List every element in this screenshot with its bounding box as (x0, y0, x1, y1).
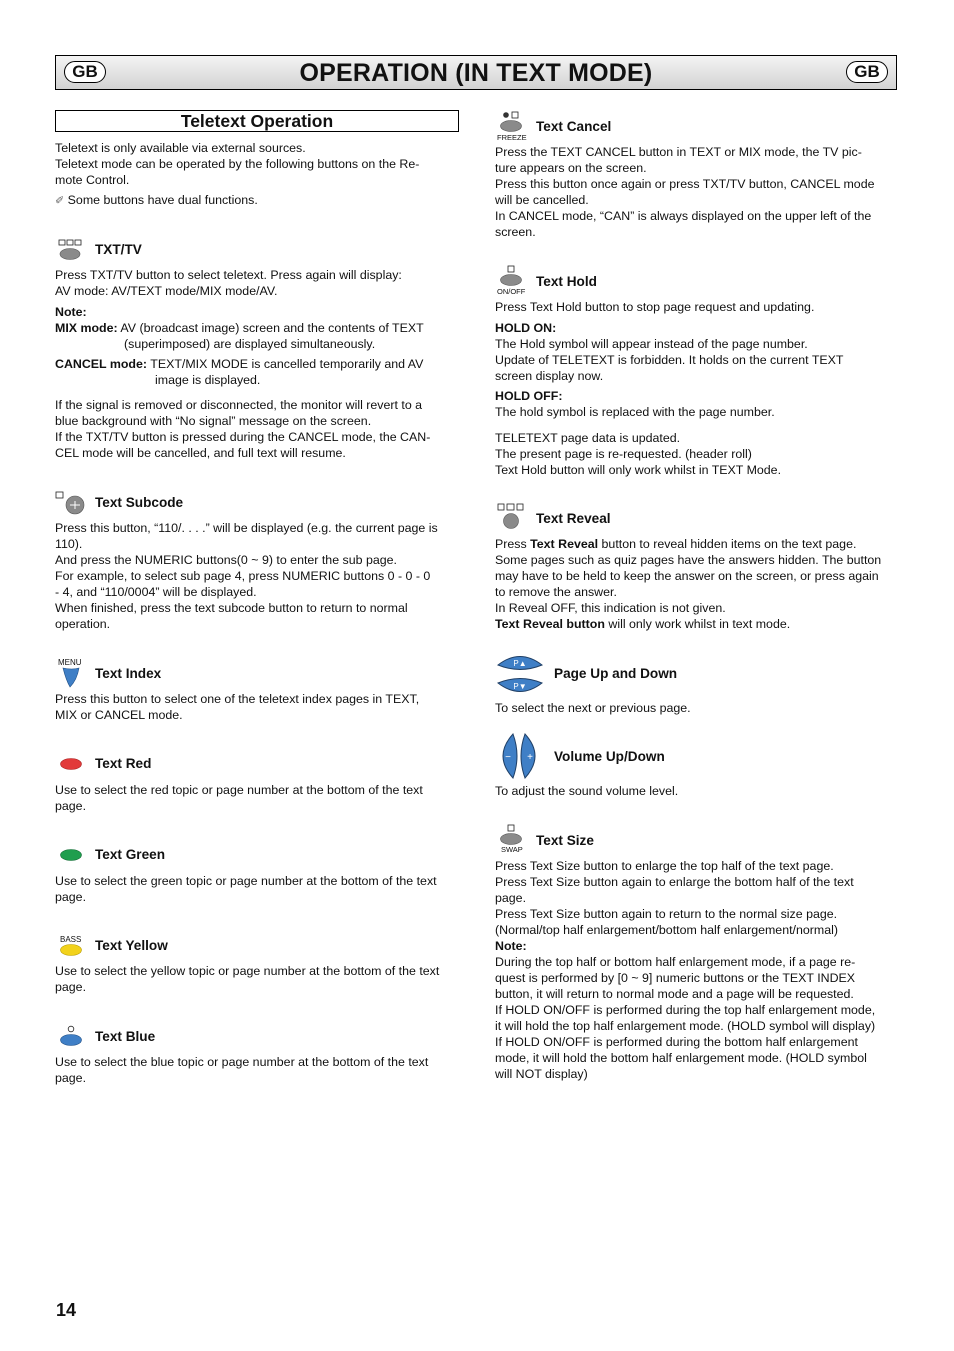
size-title: Text Size (536, 833, 594, 848)
blue-button-icon (59, 1025, 83, 1047)
volume-minus-label: − (505, 752, 511, 763)
page-header (55, 55, 897, 90)
index-icon-label: MENU (58, 658, 82, 667)
txt-tv-text: Press TXT/TV button to select teletext. Press again will display: AV mode: AV/TEXT mode/MIX mode/AV. (55, 268, 402, 298)
txt-tv-note: Note: MIX mode: AV (broadcast image) screen and the contents of TEXT (55, 305, 424, 335)
page-up-label: P▲ (513, 659, 527, 668)
language-badge-right: GB (846, 61, 888, 83)
yellow-icon-label: BASS (60, 935, 82, 944)
reveal-text: Press Text Reveal button to reveal hidden items on the text page. Some pages such as quiz pages have the answers hidden. The button may have to be held to keep the answer on the screen, or press again to remove the answer. In Reveal OFF, this indication is not given. Text Reveal button will only work whilst in text mode. (495, 537, 882, 631)
size-text: Press Text Size button to enlarge the top half of the text page. Press Text Size button again to enlarge the bottom half of the text page. Press Text Size button again to return to the normal size page. (Normal/top half enlargement/bottom half enlargement/normal) Note: During the top half or bottom half enlargement mode, if a page re- quest is performed by [0 ~ 9] numeric buttons or the TEXT INDEX button, it will return to normal mode and a page will be requested. If HOLD ON/OFF is performed during the top half enlargement mode, it will hold the top half enlargement mode. (HOLD symbol will display) If HOLD ON/OFF is performed during the bottom half enlargement mode, it will hold the bottom half enlargement mode. (HOLD symbol will NOT display) (495, 859, 876, 1081)
cancel-text: Press the TEXT CANCEL button in TEXT or MIX mode, the TV pic- ture appears on the screen. Press this button once again or press TXT/TV button, CANCEL mode will be cancelled. In CANCEL mode, “CAN” is always displayed on the upper left of the screen. (495, 145, 875, 239)
reveal-button-icon (497, 503, 525, 529)
pencil-icon: ✐ (55, 195, 65, 207)
volume-plus-label: + (527, 752, 533, 763)
green-title: Text Green (95, 847, 166, 862)
cancel-button-icon (499, 111, 525, 133)
hold-icon-label: ON/OFF (497, 287, 526, 296)
volume-up-down-icon (499, 732, 541, 780)
txt-tv-text-2: If the signal is removed or disconnected, the monitor will revert to a blue background with “No signal” message on the screen. If the TXT/TV button is pressed during the CANCEL mode, the CAN- CEL mode will be cancelled, and full text will resume. (55, 398, 431, 460)
hold-text-2: TELETEXT page data is updated. The present page is re-requested. (header roll) Text Hold button will only work whilst in TEXT Mode. (495, 431, 782, 477)
txt-tv-button-icon (57, 239, 85, 261)
blue-text: Use to select the blue topic or page number at the bottom of the text page. (55, 1055, 429, 1085)
size-icon-label: SWAP (501, 845, 523, 854)
section-title: Teletext Operation (55, 110, 459, 132)
txt-tv-cancel: CANCEL mode: TEXT/MIX MODE is cancelled temporarily and AV (55, 357, 424, 371)
volume-title: Volume Up/Down (554, 749, 665, 764)
txt-tv-cancel-cont: image is displayed. (155, 373, 261, 387)
size-button-icon (499, 824, 525, 846)
hold-title: Text Hold (536, 274, 597, 289)
red-title: Text Red (95, 756, 152, 771)
reveal-title: Text Reveal (536, 511, 611, 526)
subcode-title: Text Subcode (95, 495, 184, 510)
page-number: 14 (56, 1300, 77, 1320)
txt-tv-mix-cont: (superimposed) are displayed simultaneously. (124, 337, 376, 351)
subcode-text: Press this button, “110/. . . .” will be displayed (e.g. the current page is 110). And press the NUMERIC buttons(0 ~ 9) to enter the sub page. For example, to select sub page 4, press NUMERIC buttons 0 - 0 - 0 - 4, and “110/0004” will be displayed. When finished, press the text subcode button to return to normal operation. (55, 521, 438, 631)
yellow-title: Text Yellow (95, 938, 168, 953)
cancel-title: Text Cancel (536, 119, 612, 134)
txt-tv-title: TXT/TV (95, 242, 142, 257)
page-title-label: Page Up and Down (554, 666, 678, 681)
green-text: Use to select the green topic or page number at the bottom of the text page. (55, 874, 437, 904)
page-text: To select the next or previous page. (495, 701, 691, 715)
hold-text: Press Text Hold button to stop page request and updating. (495, 300, 815, 314)
page-title: OPERATION (IN TEXT MODE) (299, 59, 653, 87)
green-button-icon (59, 848, 83, 862)
index-button-icon (60, 666, 82, 690)
index-text: Press this button to select one of the teletext index pages in TEXT, MIX or CANCEL mode. (55, 692, 420, 722)
blue-title: Text Blue (95, 1029, 156, 1044)
intro-note: ✐ Some buttons have dual functions. (55, 193, 258, 207)
yellow-text: Use to select the yellow topic or page number at the bottom of the text page. (55, 964, 440, 994)
hold-on-text: HOLD ON: The Hold symbol will appear instead of the page number. Update of TELETEXT is forbidden. It holds on the current TEXT screen display now. (495, 321, 844, 383)
cancel-icon-label: FREEZE (497, 133, 527, 142)
intro-text: Teletext is only available via external sources. Teletext mode can be operated by the following buttons on the Re- mote Control. (55, 141, 420, 187)
language-badge-left: GB (64, 61, 106, 83)
hold-button-icon (499, 265, 525, 287)
red-text: Use to select the red topic or page number at the bottom of the text page. (55, 783, 423, 813)
hold-off-text: HOLD OFF: The hold symbol is replaced with the page number. (495, 389, 775, 419)
volume-text: To adjust the sound volume level. (495, 784, 679, 798)
index-title: Text Index (95, 666, 162, 681)
yellow-button-icon (59, 943, 83, 957)
page-up-down-icon (496, 654, 544, 694)
red-button-icon (59, 757, 83, 771)
subcode-button-icon (55, 491, 87, 515)
page-down-label: P▼ (513, 682, 527, 691)
